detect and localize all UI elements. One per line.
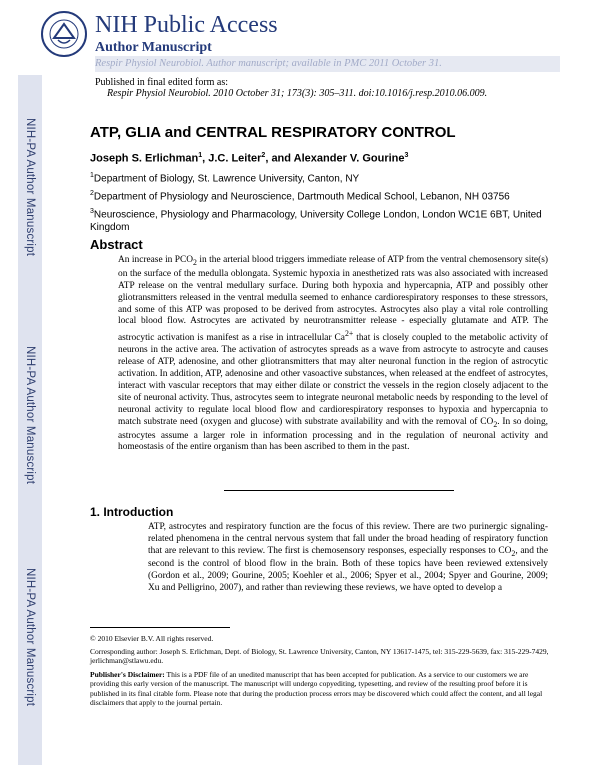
sidebar-label-3: NIH-PA Author Manuscript <box>24 568 36 707</box>
affiliation-2: $^2$Department of Physiology and Neuroscience, Dartmouth Medical School, Lebanon, NH 03756 <box>90 190 510 203</box>
article-title: ATP, GLIA and CENTRAL RESPIRATORY CONTROL <box>90 124 456 141</box>
author-name: Alexander V. Gourine <box>293 152 405 165</box>
citation-line: Respir Physiol Neurobiol. 2010 October 31; 173(3): 305–311. doi:10.1016/j.resp.2010.06.009. <box>107 88 488 99</box>
journal-availability-line: Respir Physiol Neurobiol. Author manuscript; available in PMC 2011 October 31. <box>95 58 442 69</box>
copyright-line: © 2010 Elsevier B.V. All rights reserved. <box>90 634 214 643</box>
author-list: Joseph S. Erlichman$^1$, J.C. Leiter$^2$, and Alexander V. Gourine$^3$ <box>90 152 409 165</box>
author-name: Joseph S. Erlichman <box>90 152 199 165</box>
publisher-disclaimer: Publisher's Disclaimer: This is a PDF file of an unedited manuscript that has been accepted for publication. As a service to our customers we are providing this early version of the manuscript. The manuscript will undergo copyediting, typesetting, and review of the resulting proof before it is published in its final citable form. Please note that during the production process errors may be discovered which could affect the content, and all legal disclaimers that apply to the journal pertain. <box>90 670 543 707</box>
published-label: Published in final edited form as: <box>95 77 229 88</box>
affiliation-1: $^1$Department of Biology, St. Lawrence University, Canton, NY <box>90 172 360 185</box>
abstract-text: An increase in $PCO_2$ in the arterial blood triggers immediate release of ATP from the ventral chemosensory site(s) on the surface of the medulla oblongata. Systemic hypoxia in anesthetized rats was also associated with increased ATP release on the ventral medullary surface. During both hypoxia and hypercapnia, ATP and possibly other gliotransmitters released in the ventral medulla seemed to enhance cardiorespiratory responses to these stressors, and some of this ATP was proposed to be derived from astrocytes. Astrocytes also play a vital role controlling local blood flow. Astrocytes are activated by neurotransmitter release - especially glutamate and ATP. The astrocytic activation is manifest as a rise in intracellular $Ca^{2+}$ that is closely coupled to the metabolic activity of neurons in the active area. The activation of astrocytes spreads as a wave from astrocyte to astrocyte and causes release of ATP, adenosine, and other gliotransmitters that may alter neuronal function in the region of astrocytic activation. In addition, ATP, adenosine and other vasoactive substances, when released at the endfeet of astrocytes, interact with vascular receptors that may either dilate or constrict the vessels in the region closely adjacent to the site of neuronal activity. Thus, astrocytes seem to integrate neuronal metabolic needs by responding to the level of neuronal activity to regulate local blood flow and cardiorespiratory responses to hypoxia and hypercapnia to match substrate need (oxygen and glucose) with substrate availability and with the removal of $CO_2$. In so doing, astrocytes assume a larger role in information processing and in the regulation of neuronal activity and homeostasis of the entire organism than has been ascribed to them in the past. <box>118 255 548 453</box>
author-name: J.C. Leiter <box>208 152 262 165</box>
sidebar-label-2: NIH-PA Author Manuscript <box>24 346 36 485</box>
author-manuscript-label: Author Manuscript <box>95 40 212 55</box>
nih-seal-logo <box>40 10 88 58</box>
corresponding-author: Corresponding author: Joseph S. Erlichman, Dept. of Biology, St. Lawrence University, Canton, NY 13617-1475, tel: 315-229-5639, fax: 315-229-7429, jerlichman@stlawu.edu. <box>90 647 549 666</box>
sidebar-label-1: NIH-PA Author Manuscript <box>24 118 36 257</box>
affiliation-3: $^3$Neuroscience, Physiology and Pharmacology, University College London, London WC1E 6BT, United Kingdom <box>90 208 542 234</box>
footnote-divider <box>90 627 230 628</box>
introduction-heading: 1. Introduction <box>90 505 174 519</box>
abstract-heading: Abstract <box>90 237 143 252</box>
section-divider <box>224 490 454 491</box>
introduction-text: ATP, astrocytes and respiratory function are the focus of this review. There are two purinergic signaling-related phenomena in the central nervous system that fall under the broad heading of respiratory function that are relevant to this review. The first is chemosensory responses, especially responses to $CO_2$, and the second is the control of blood flow in the brain. Both of these topics have been reviewed extensively (Gordon et al., 2009; Gourine, 2005; Koehler et al., 2006; Spyer et al., 2004; Spyer and Gourine, 2009; Xu and Pelligrino, 2007), and rather than reviewing these reviews, we have opted to develop a <box>148 522 548 593</box>
nih-public-access-title: NIH Public Access <box>95 12 278 38</box>
